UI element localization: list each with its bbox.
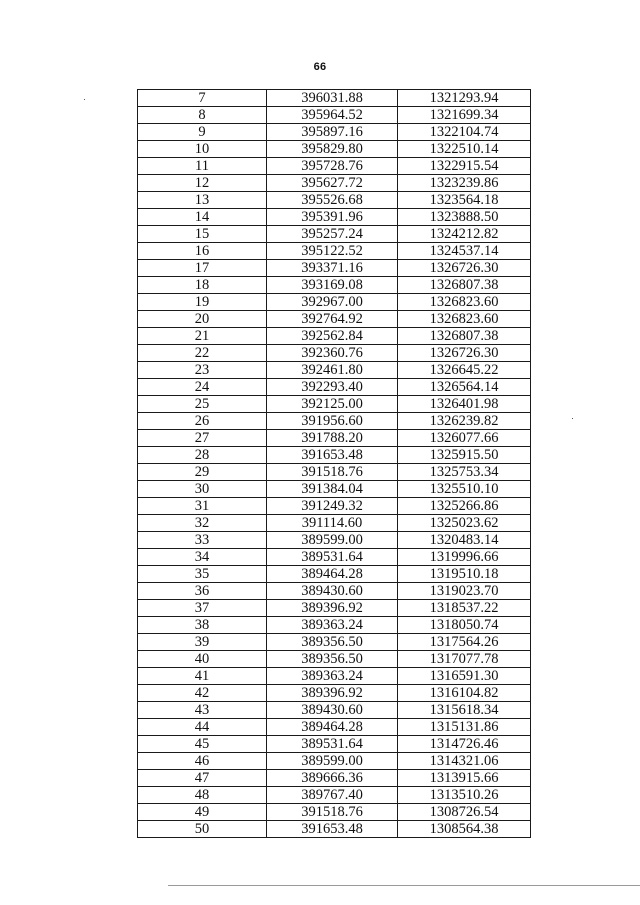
- table-row: [138, 124, 531, 141]
- point-number-cell: 44: [138, 719, 267, 736]
- point-number-cell: 11: [138, 158, 267, 175]
- point-number-cell: 35: [138, 566, 267, 583]
- x-coordinate-cell: 391653.48: [267, 821, 398, 838]
- table-row: [138, 515, 531, 532]
- table-row: [138, 311, 531, 328]
- x-coordinate-cell: 392360.76: [267, 345, 398, 362]
- table-row: [138, 787, 531, 804]
- table-row: [138, 685, 531, 702]
- x-coordinate-cell: 389430.60: [267, 702, 398, 719]
- table-row: [138, 532, 531, 549]
- y-coordinate-cell: 1318050.74: [398, 617, 531, 634]
- point-number-cell: 10: [138, 141, 267, 158]
- x-coordinate-cell: 389363.24: [267, 668, 398, 685]
- x-coordinate-cell: 389531.64: [267, 549, 398, 566]
- x-coordinate-cell: 391653.48: [267, 447, 398, 464]
- table-row: [138, 277, 531, 294]
- point-number-cell: 32: [138, 515, 267, 532]
- x-coordinate-cell: 395526.68: [267, 192, 398, 209]
- table-row: [138, 107, 531, 124]
- table-row: [138, 600, 531, 617]
- x-coordinate-cell: 395829.80: [267, 141, 398, 158]
- x-coordinate-cell: 395728.76: [267, 158, 398, 175]
- point-number-cell: 42: [138, 685, 267, 702]
- table-row: [138, 583, 531, 600]
- table-row: [138, 345, 531, 362]
- y-coordinate-cell: 1323888.50: [398, 209, 531, 226]
- table-row: [138, 719, 531, 736]
- point-number-cell: 40: [138, 651, 267, 668]
- x-coordinate-cell: 395627.72: [267, 175, 398, 192]
- y-coordinate-cell: 1317564.26: [398, 634, 531, 651]
- point-number-cell: 48: [138, 787, 267, 804]
- y-coordinate-cell: 1326807.38: [398, 328, 531, 345]
- x-coordinate-cell: 392293.40: [267, 379, 398, 396]
- coordinates-table: [137, 89, 531, 838]
- y-coordinate-cell: 1319996.66: [398, 549, 531, 566]
- point-number-cell: 23: [138, 362, 267, 379]
- point-number-cell: 50: [138, 821, 267, 838]
- table-row: [138, 243, 531, 260]
- x-coordinate-cell: 389396.92: [267, 685, 398, 702]
- point-number-cell: 25: [138, 396, 267, 413]
- x-coordinate-cell: 393169.08: [267, 277, 398, 294]
- x-coordinate-cell: 395391.96: [267, 209, 398, 226]
- x-coordinate-cell: 391384.04: [267, 481, 398, 498]
- y-coordinate-cell: 1325023.62: [398, 515, 531, 532]
- x-coordinate-cell: 391518.76: [267, 464, 398, 481]
- point-number-cell: 17: [138, 260, 267, 277]
- table-row: [138, 481, 531, 498]
- point-number-cell: 7: [138, 90, 267, 107]
- point-number-cell: 13: [138, 192, 267, 209]
- table-row: [138, 158, 531, 175]
- table-row: [138, 753, 531, 770]
- point-number-cell: 12: [138, 175, 267, 192]
- point-number-cell: 26: [138, 413, 267, 430]
- point-number-cell: 9: [138, 124, 267, 141]
- x-coordinate-cell: 391114.60: [267, 515, 398, 532]
- x-coordinate-cell: 389531.64: [267, 736, 398, 753]
- table-row: [138, 294, 531, 311]
- table-row: [138, 464, 531, 481]
- y-coordinate-cell: 1314726.46: [398, 736, 531, 753]
- x-coordinate-cell: 392125.00: [267, 396, 398, 413]
- table-row: [138, 209, 531, 226]
- y-coordinate-cell: 1322510.14: [398, 141, 531, 158]
- y-coordinate-cell: 1308564.38: [398, 821, 531, 838]
- x-coordinate-cell: 391956.60: [267, 413, 398, 430]
- point-number-cell: 15: [138, 226, 267, 243]
- x-coordinate-cell: 392461.80: [267, 362, 398, 379]
- y-coordinate-cell: 1324212.82: [398, 226, 531, 243]
- table-row: [138, 90, 531, 107]
- x-coordinate-cell: 393371.16: [267, 260, 398, 277]
- point-number-cell: 16: [138, 243, 267, 260]
- point-number-cell: 28: [138, 447, 267, 464]
- y-coordinate-cell: 1325915.50: [398, 447, 531, 464]
- y-coordinate-cell: 1326823.60: [398, 311, 531, 328]
- y-coordinate-cell: 1326401.98: [398, 396, 531, 413]
- x-coordinate-cell: 389767.40: [267, 787, 398, 804]
- table-row: [138, 736, 531, 753]
- y-coordinate-cell: 1326077.66: [398, 430, 531, 447]
- x-coordinate-cell: 395897.16: [267, 124, 398, 141]
- y-coordinate-cell: 1326645.22: [398, 362, 531, 379]
- point-number-cell: 29: [138, 464, 267, 481]
- table-row: [138, 226, 531, 243]
- y-coordinate-cell: 1316591.30: [398, 668, 531, 685]
- y-coordinate-cell: 1319023.70: [398, 583, 531, 600]
- y-coordinate-cell: 1322915.54: [398, 158, 531, 175]
- point-number-cell: 34: [138, 549, 267, 566]
- table-row: [138, 328, 531, 345]
- point-number-cell: 36: [138, 583, 267, 600]
- point-number-cell: 21: [138, 328, 267, 345]
- y-coordinate-cell: 1313510.26: [398, 787, 531, 804]
- y-coordinate-cell: 1318537.22: [398, 600, 531, 617]
- y-coordinate-cell: 1326239.82: [398, 413, 531, 430]
- table-row: [138, 566, 531, 583]
- y-coordinate-cell: 1326823.60: [398, 294, 531, 311]
- y-coordinate-cell: 1322104.74: [398, 124, 531, 141]
- point-number-cell: 22: [138, 345, 267, 362]
- point-number-cell: 41: [138, 668, 267, 685]
- y-coordinate-cell: 1323564.18: [398, 192, 531, 209]
- point-number-cell: 33: [138, 532, 267, 549]
- x-coordinate-cell: 392967.00: [267, 294, 398, 311]
- x-coordinate-cell: 389356.50: [267, 634, 398, 651]
- table-row: [138, 379, 531, 396]
- table-row: [138, 549, 531, 566]
- table-row: [138, 430, 531, 447]
- point-number-cell: 37: [138, 600, 267, 617]
- y-coordinate-cell: 1320483.14: [398, 532, 531, 549]
- y-coordinate-cell: 1326807.38: [398, 277, 531, 294]
- y-coordinate-cell: 1323239.86: [398, 175, 531, 192]
- y-coordinate-cell: 1314321.06: [398, 753, 531, 770]
- point-number-cell: 45: [138, 736, 267, 753]
- point-number-cell: 46: [138, 753, 267, 770]
- point-number-cell: 27: [138, 430, 267, 447]
- y-coordinate-cell: 1325510.10: [398, 481, 531, 498]
- point-number-cell: 31: [138, 498, 267, 515]
- x-coordinate-cell: 389599.00: [267, 753, 398, 770]
- x-coordinate-cell: 395257.24: [267, 226, 398, 243]
- x-coordinate-cell: 392562.84: [267, 328, 398, 345]
- scan-bottom-rule: [168, 885, 640, 886]
- table-row: [138, 141, 531, 158]
- table-row: [138, 260, 531, 277]
- point-number-cell: 39: [138, 634, 267, 651]
- y-coordinate-cell: 1326726.30: [398, 260, 531, 277]
- point-number-cell: 14: [138, 209, 267, 226]
- point-number-cell: 8: [138, 107, 267, 124]
- x-coordinate-cell: 391249.32: [267, 498, 398, 515]
- x-coordinate-cell: 391788.20: [267, 430, 398, 447]
- scan-speck: [84, 99, 85, 100]
- y-coordinate-cell: 1315131.86: [398, 719, 531, 736]
- y-coordinate-cell: 1321699.34: [398, 107, 531, 124]
- table-row: [138, 396, 531, 413]
- y-coordinate-cell: 1308726.54: [398, 804, 531, 821]
- y-coordinate-cell: 1324537.14: [398, 243, 531, 260]
- x-coordinate-cell: 389666.36: [267, 770, 398, 787]
- y-coordinate-cell: 1326564.14: [398, 379, 531, 396]
- table-row: [138, 362, 531, 379]
- x-coordinate-cell: 389396.92: [267, 600, 398, 617]
- x-coordinate-cell: 389464.28: [267, 566, 398, 583]
- point-number-cell: 49: [138, 804, 267, 821]
- coordinates-table-body: [138, 90, 531, 838]
- table-row: [138, 821, 531, 838]
- x-coordinate-cell: 395122.52: [267, 243, 398, 260]
- table-row: [138, 770, 531, 787]
- x-coordinate-cell: 389356.50: [267, 651, 398, 668]
- table-row: [138, 192, 531, 209]
- y-coordinate-cell: 1325753.34: [398, 464, 531, 481]
- table-row: [138, 498, 531, 515]
- point-number-cell: 24: [138, 379, 267, 396]
- point-number-cell: 19: [138, 294, 267, 311]
- x-coordinate-cell: 395964.52: [267, 107, 398, 124]
- point-number-cell: 38: [138, 617, 267, 634]
- table-row: [138, 447, 531, 464]
- y-coordinate-cell: 1317077.78: [398, 651, 531, 668]
- point-number-cell: 20: [138, 311, 267, 328]
- scan-speck: [572, 418, 573, 419]
- x-coordinate-cell: 389430.60: [267, 583, 398, 600]
- y-coordinate-cell: 1316104.82: [398, 685, 531, 702]
- x-coordinate-cell: 391518.76: [267, 804, 398, 821]
- y-coordinate-cell: 1315618.34: [398, 702, 531, 719]
- y-coordinate-cell: 1321293.94: [398, 90, 531, 107]
- point-number-cell: 30: [138, 481, 267, 498]
- x-coordinate-cell: 389464.28: [267, 719, 398, 736]
- y-coordinate-cell: 1326726.30: [398, 345, 531, 362]
- x-coordinate-cell: 389363.24: [267, 617, 398, 634]
- table-row: [138, 702, 531, 719]
- table-row: [138, 617, 531, 634]
- x-coordinate-cell: 396031.88: [267, 90, 398, 107]
- table-row: [138, 651, 531, 668]
- table-row: [138, 413, 531, 430]
- point-number-cell: 47: [138, 770, 267, 787]
- y-coordinate-cell: 1319510.18: [398, 566, 531, 583]
- table-row: [138, 668, 531, 685]
- y-coordinate-cell: 1313915.66: [398, 770, 531, 787]
- y-coordinate-cell: 1325266.86: [398, 498, 531, 515]
- table-row: [138, 804, 531, 821]
- x-coordinate-cell: 389599.00: [267, 532, 398, 549]
- page-number: 66: [313, 61, 327, 73]
- point-number-cell: 18: [138, 277, 267, 294]
- table-row: [138, 175, 531, 192]
- x-coordinate-cell: 392764.92: [267, 311, 398, 328]
- point-number-cell: 43: [138, 702, 267, 719]
- table-row: [138, 634, 531, 651]
